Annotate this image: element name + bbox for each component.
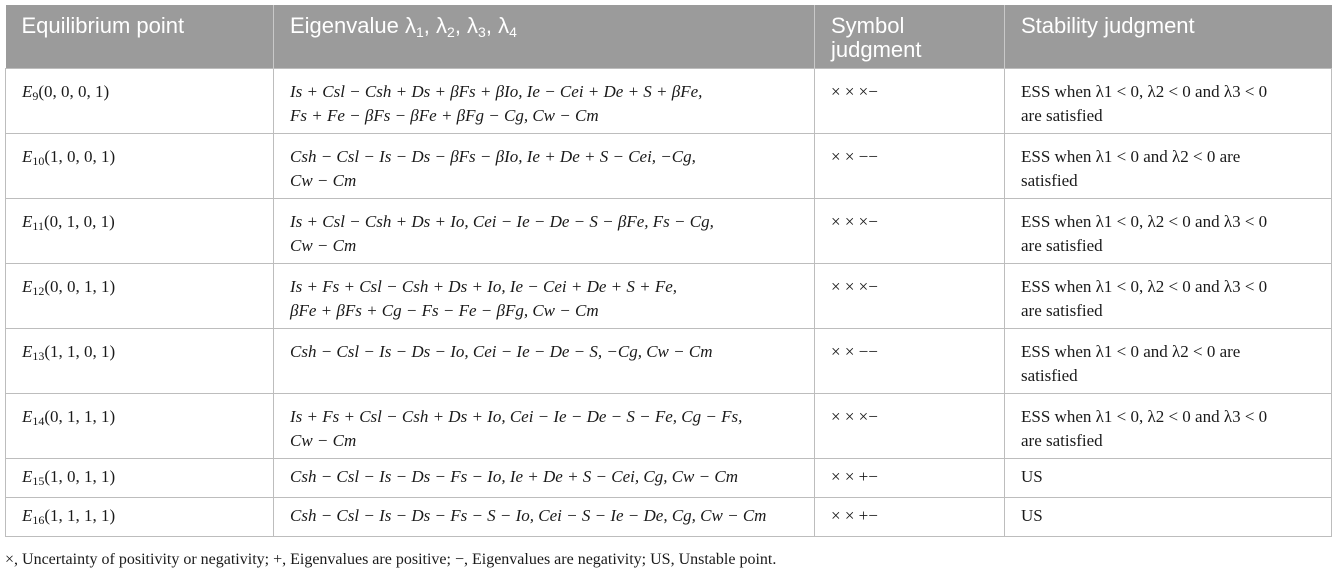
cell-eigenvalues <box>274 498 815 537</box>
equilibrium-stability-table <box>5 5 1332 537</box>
cell-equilibrium-point <box>6 498 274 537</box>
eigenvalue-line-1: Csh − Csl − Is − Ds − Io, Cei − Ie − De − S, −Cg, Cw − Cm <box>290 342 713 361</box>
cell-symbol-judgment: × × −− <box>815 329 1005 394</box>
stability-line-1: ESS when λ1 < 0, λ2 < 0 and λ3 < 0 <box>1021 277 1268 296</box>
stability-line-1: ESS when λ1 < 0 and λ2 < 0 are <box>1021 342 1241 361</box>
point-coordinates: (0, 0, 0, 1) <box>38 82 110 101</box>
table-row <box>6 69 1332 134</box>
lambda-subscript: 2 <box>447 24 455 40</box>
stability-line-1: ESS when λ1 < 0, λ2 < 0 and λ3 < 0 <box>1021 82 1268 101</box>
eigenvalue-line-1: Csh − Csl − Is − Ds − βFs − βIo, Ie + De + S − Cei, −Cg, <box>290 147 696 166</box>
cell-symbol-judgment: × × −− <box>815 134 1005 199</box>
cell-equilibrium-point <box>6 394 274 459</box>
point-subscript: 9 <box>32 89 39 103</box>
point-subscript: 14 <box>32 414 45 428</box>
header-eigenvalue-prefix: Eigenvalue <box>290 13 405 38</box>
eigenvalue-line-1: Csh − Csl − Is − Ds − Fs − Io, Ie + De + S − Cei, Cg, Cw − Cm <box>290 467 738 486</box>
point-coordinates: (1, 0, 0, 1) <box>44 147 116 166</box>
stability-line-2: are satisfied <box>1021 431 1103 450</box>
point-label: E <box>22 82 33 101</box>
cell-eigenvalues <box>274 329 815 394</box>
cell-eigenvalues <box>274 394 815 459</box>
cell-symbol-judgment: × × +− <box>815 459 1005 498</box>
eigenvalue-line-2: Cw − Cm <box>290 431 357 450</box>
table-footnote: ×, Uncertainty of positivity or negativity; +, Eigenvalues are positive; −, Eigenvalues are negativity; US, Unstable point. <box>5 551 777 568</box>
eigenvalue-line-2: Cw − Cm <box>290 236 357 255</box>
equilibrium-table-container <box>5 5 1331 537</box>
eigenvalue-line-1: Is + Csl − Csh + Ds + Io, Cei − Ie − De − S − βFe, Fs − Cg, <box>290 212 714 231</box>
point-label: E <box>22 506 33 525</box>
stability-line-2: are satisfied <box>1021 301 1103 320</box>
cell-equilibrium-point <box>6 69 274 134</box>
eigenvalue-line-2: Cw − Cm <box>290 171 357 190</box>
stability-line-1: US <box>1021 506 1043 525</box>
lambda-subscript: 3 <box>478 24 486 40</box>
cell-stability-judgment <box>1005 459 1332 498</box>
eigenvalue-line-1: Is + Fs + Csl − Csh + Ds + Io, Ie − Cei + De + S + Fe, <box>290 277 678 296</box>
lambda-symbol: λ <box>498 13 510 38</box>
eigenvalue-line-2: βFe + βFs + Cg − Fs − Fe − βFg, Cw − Cm <box>290 301 599 320</box>
point-coordinates: (0, 1, 1, 1) <box>44 407 116 426</box>
point-coordinates: (0, 1, 0, 1) <box>43 212 115 231</box>
cell-eigenvalues <box>274 69 815 134</box>
cell-eigenvalues <box>274 264 815 329</box>
lambda-symbol: λ <box>436 13 448 38</box>
lambda-symbol: λ <box>404 13 416 38</box>
point-subscript: 15 <box>32 474 45 488</box>
stability-line-2: are satisfied <box>1021 236 1103 255</box>
point-subscript: 11 <box>32 219 44 233</box>
cell-symbol-judgment: × × +− <box>815 498 1005 537</box>
eigenvalue-line-1: Is + Csl − Csh + Ds + βFs + βIo, Ie − Cei + De + S + βFe, <box>290 82 703 101</box>
eigenvalue-line-1: Is + Fs + Csl − Csh + Ds + Io, Cei − Ie − De − S − Fe, Cg − Fs, <box>290 407 743 426</box>
header-eigenvalue: Eigenvalue $\lambda_1$, $\lambda_2$, $\lambda_3$, $\lambda_4$ <box>274 5 815 69</box>
header-symbol-judgment: Symbol judgment <box>815 5 1005 69</box>
table-row <box>6 498 1332 537</box>
point-subscript: 10 <box>32 154 45 168</box>
cell-stability-judgment <box>1005 69 1332 134</box>
point-label: E <box>22 277 33 296</box>
stability-line-1: ESS when λ1 < 0, λ2 < 0 and λ3 < 0 <box>1021 212 1268 231</box>
header-equilibrium-point: Equilibrium point <box>6 5 274 69</box>
cell-symbol-judgment: × × ×− <box>815 394 1005 459</box>
point-label: E <box>22 212 33 231</box>
table-row <box>6 394 1332 459</box>
point-label: E <box>22 467 33 486</box>
stability-line-2: are satisfied <box>1021 106 1103 125</box>
cell-equilibrium-point <box>6 329 274 394</box>
point-coordinates: (1, 1, 0, 1) <box>44 342 116 361</box>
cell-eigenvalues <box>274 199 815 264</box>
point-subscript: 12 <box>32 284 45 298</box>
stability-line-1: US <box>1021 467 1043 486</box>
cell-stability-judgment <box>1005 199 1332 264</box>
stability-line-2: satisfied <box>1021 171 1078 190</box>
lambda-symbol: λ <box>467 13 479 38</box>
cell-equilibrium-point <box>6 459 274 498</box>
eigenvalue-line-2: Fs + Fe − βFs − βFe + βFg − Cg, Cw − Cm <box>290 106 599 125</box>
point-label: E <box>22 147 33 166</box>
lambda-subscript: 1 <box>415 24 424 40</box>
point-subscript: 13 <box>32 349 45 363</box>
cell-eigenvalues <box>274 134 815 199</box>
table-row <box>6 134 1332 199</box>
cell-stability-judgment <box>1005 329 1332 394</box>
cell-equilibrium-point <box>6 134 274 199</box>
cell-stability-judgment <box>1005 264 1332 329</box>
cell-stability-judgment <box>1005 134 1332 199</box>
lambda-subscript: 4 <box>509 24 517 40</box>
point-coordinates: (0, 0, 1, 1) <box>44 277 116 296</box>
header-stability-judgment: Stability judgment <box>1005 5 1332 69</box>
eigenvalue-line-1: Csh − Csl − Is − Ds − Fs − S − Io, Cei − S − Ie − De, Cg, Cw − Cm <box>290 506 767 525</box>
point-coordinates: (1, 1, 1, 1) <box>44 506 116 525</box>
stability-line-1: ESS when λ1 < 0 and λ2 < 0 are <box>1021 147 1241 166</box>
table-body <box>6 69 1332 537</box>
stability-line-2: satisfied <box>1021 366 1078 385</box>
cell-stability-judgment <box>1005 394 1332 459</box>
stability-line-1: ESS when λ1 < 0, λ2 < 0 and λ3 < 0 <box>1021 407 1268 426</box>
table-row <box>6 459 1332 498</box>
cell-symbol-judgment: × × ×− <box>815 264 1005 329</box>
table-row <box>6 329 1332 394</box>
point-label: E <box>22 407 33 426</box>
cell-eigenvalues <box>274 459 815 498</box>
cell-symbol-judgment: × × ×− <box>815 69 1005 134</box>
cell-stability-judgment <box>1005 498 1332 537</box>
point-subscript: 16 <box>32 513 45 527</box>
point-label: E <box>22 342 33 361</box>
table-header-row <box>6 5 1332 69</box>
cell-equilibrium-point <box>6 264 274 329</box>
table-row <box>6 199 1332 264</box>
point-coordinates: (1, 0, 1, 1) <box>44 467 116 486</box>
cell-equilibrium-point <box>6 199 274 264</box>
table-row <box>6 264 1332 329</box>
cell-symbol-judgment: × × ×− <box>815 199 1005 264</box>
